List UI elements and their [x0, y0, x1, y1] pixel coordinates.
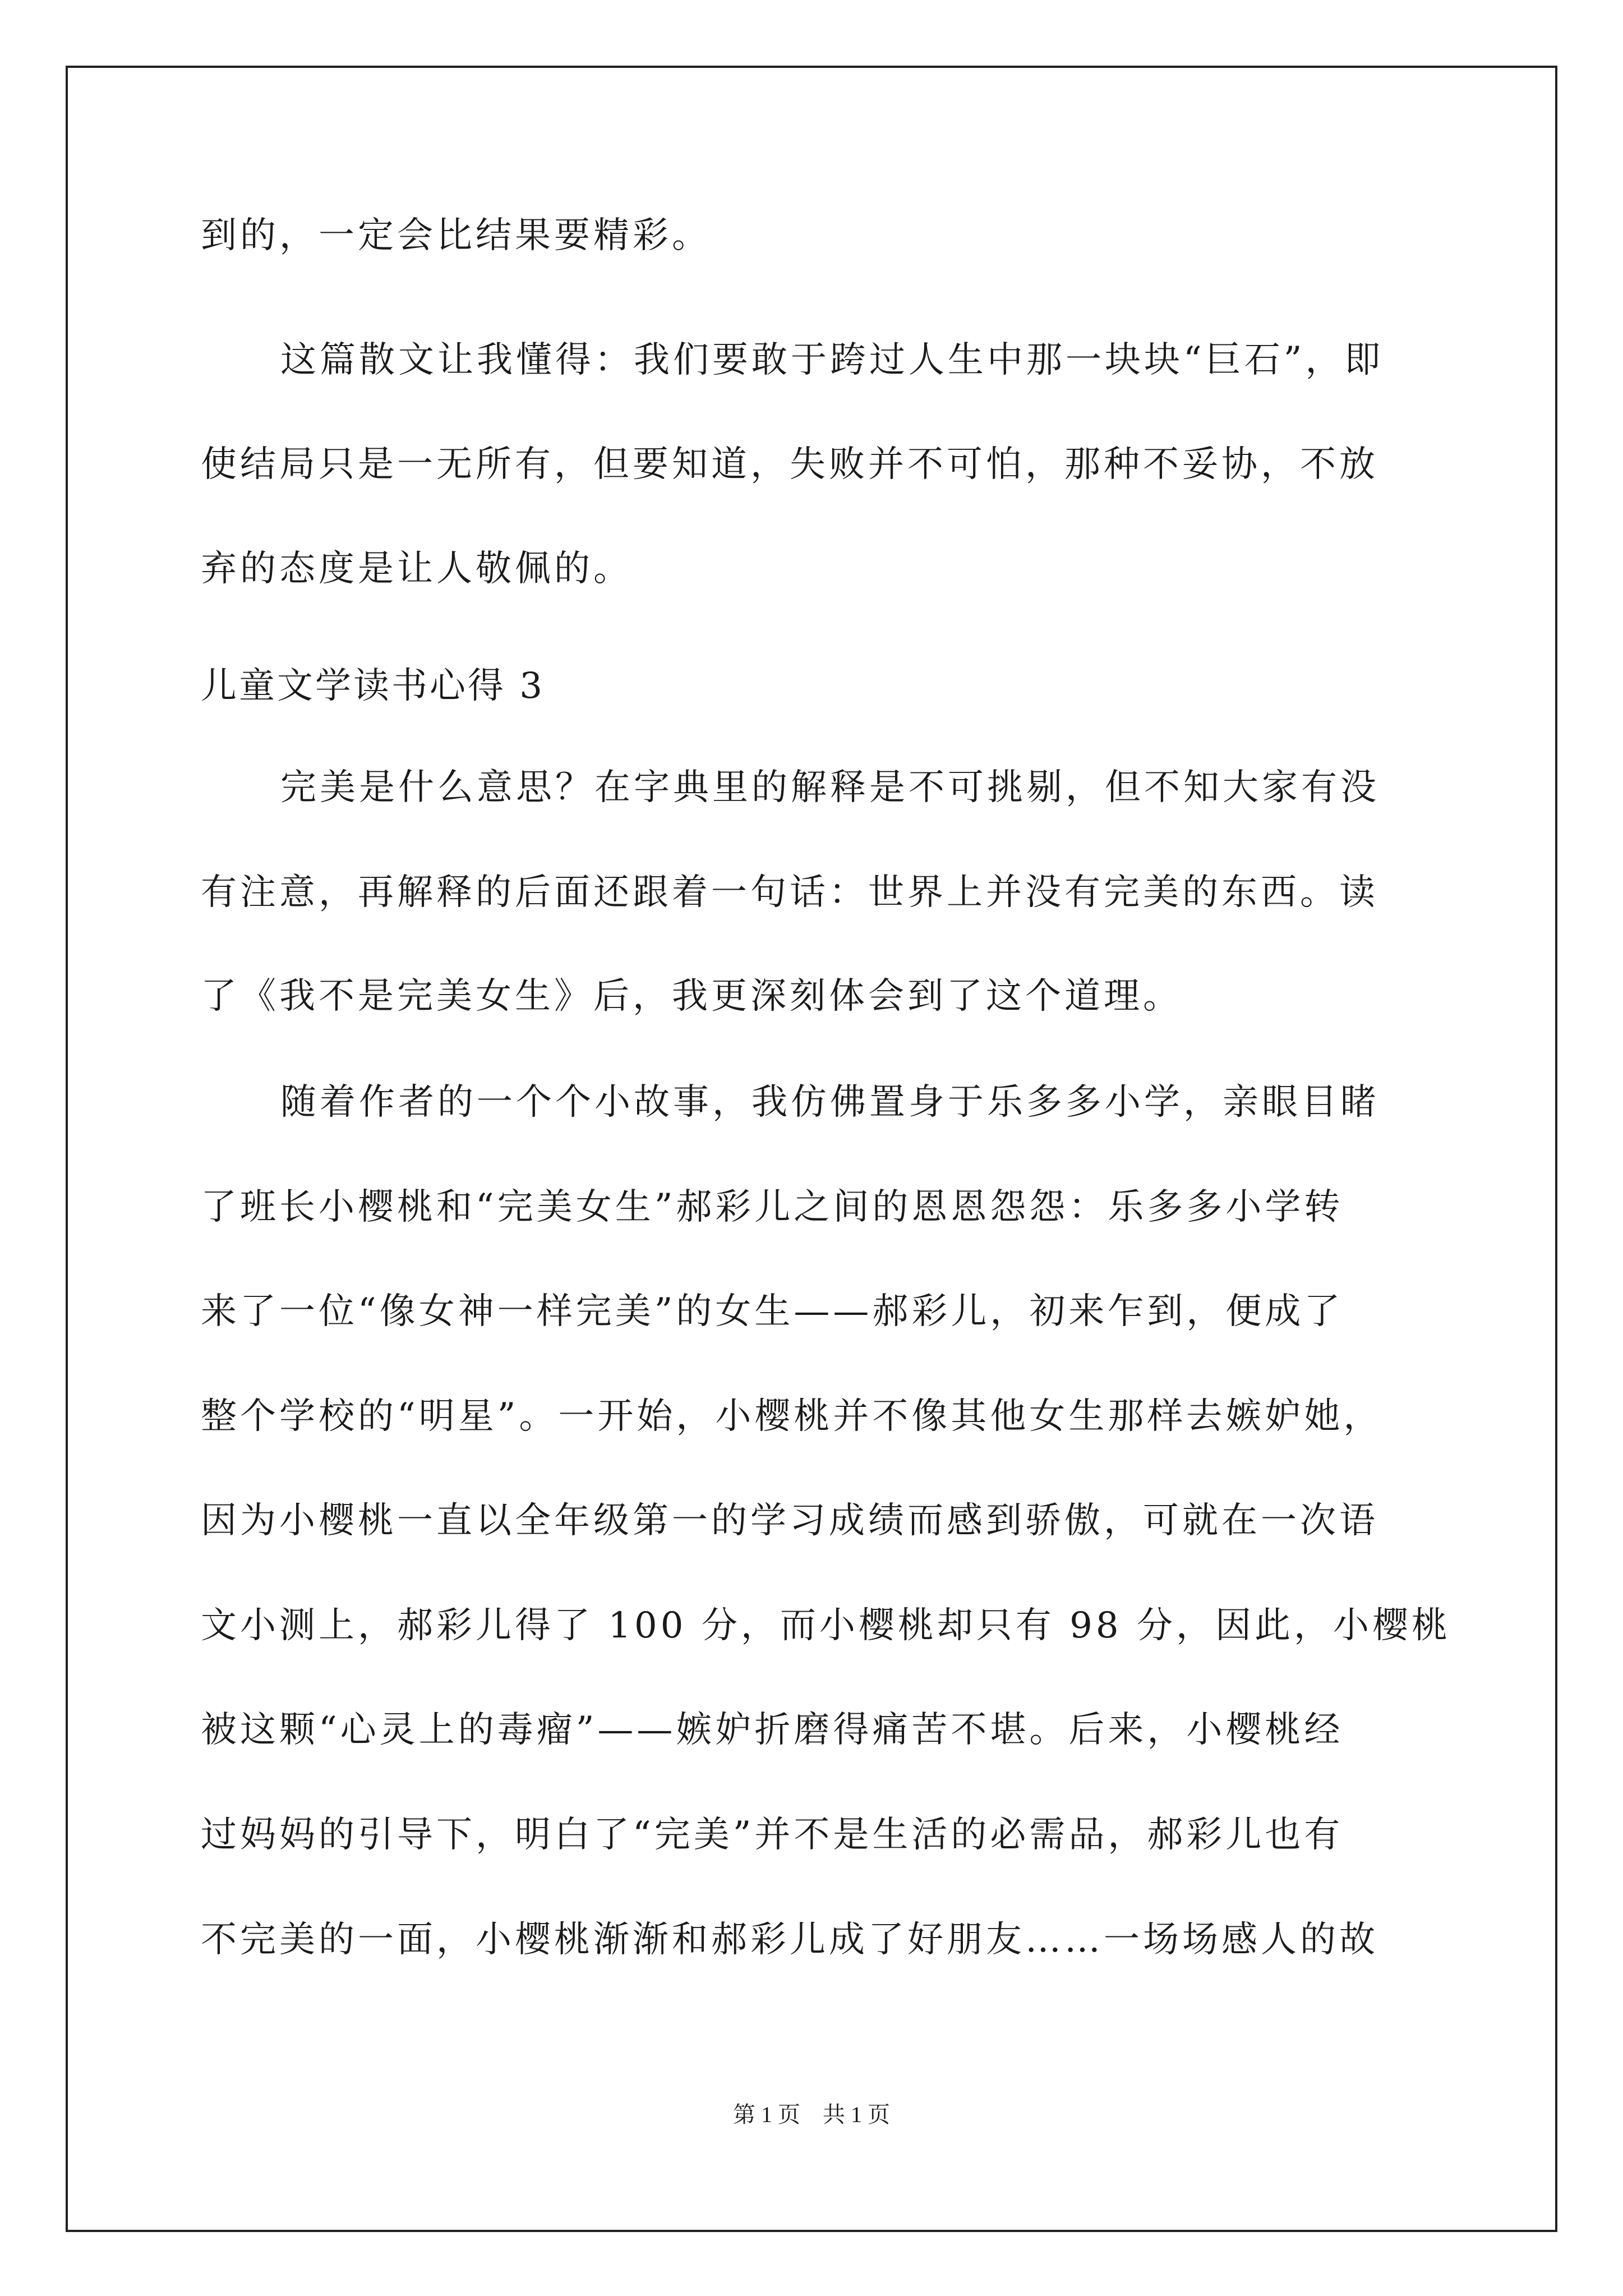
text-line: 完美是什么意思？在字典里的解释是不可挑剔，但不知大家有没 — [280, 767, 1380, 808]
text-line: 不完美的一面，小樱桃渐渐和郝彩儿成了好朋友……一场场感人的故 — [201, 1919, 1378, 1961]
text-line: 来了一位“像女神一样完美”的女生——郝彩儿，初来乍到，便成了 — [201, 1291, 1344, 1332]
text-line: 了班长小樱桃和“完美女生”郝彩儿之间的恩恩怨怨：乐多多小学转 — [201, 1186, 1344, 1228]
section-heading: 儿童文学读书心得 3 — [201, 665, 545, 707]
text-line: 随着作者的一个个小故事，我仿佛置身于乐多多小学，亲眼目睹 — [280, 1082, 1380, 1123]
text-line: 有注意，再解释的后面还跟着一句话：世界上并没有完美的东西。读 — [201, 872, 1378, 913]
text-line: 文小测上，郝彩儿得了 100 分，而小樱桃却只有 98 分，因此，小樱桃 — [201, 1605, 1451, 1646]
text-line: 被这颗“心灵上的毒瘤”——嫉妒折磨得痛苦不堪。后来，小樱桃经 — [201, 1709, 1344, 1751]
text-line: 过妈妈的引导下，明白了“完美”并不是生活的必需品，郝彩儿也有 — [201, 1814, 1344, 1856]
page-frame — [66, 66, 1557, 2232]
text-line: 弃的态度是让人敬佩的。 — [201, 548, 633, 590]
page-number: 第 1 页 共 1 页 — [733, 2102, 890, 2127]
text-line: 使结局只是一无所有，但要知道，失败并不可怕，那种不妥协，不放 — [201, 444, 1378, 485]
text-line: 整个学校的“明星”。一开始，小樱桃并不像其他女生那样去嫉妒她， — [201, 1396, 1383, 1437]
text-line: 因为小樱桃一直以全年级第一的学习成绩而感到骄傲，可就在一次语 — [201, 1500, 1378, 1542]
text-line: 到的，一定会比结果要精彩。 — [201, 215, 711, 256]
text-line: 这篇散文让我懂得：我们要敢于跨过人生中那一块块“巨石”，即 — [280, 339, 1384, 381]
text-line: 了《我不是完美女生》后，我更深刻体会到了这个道理。 — [201, 976, 1182, 1017]
